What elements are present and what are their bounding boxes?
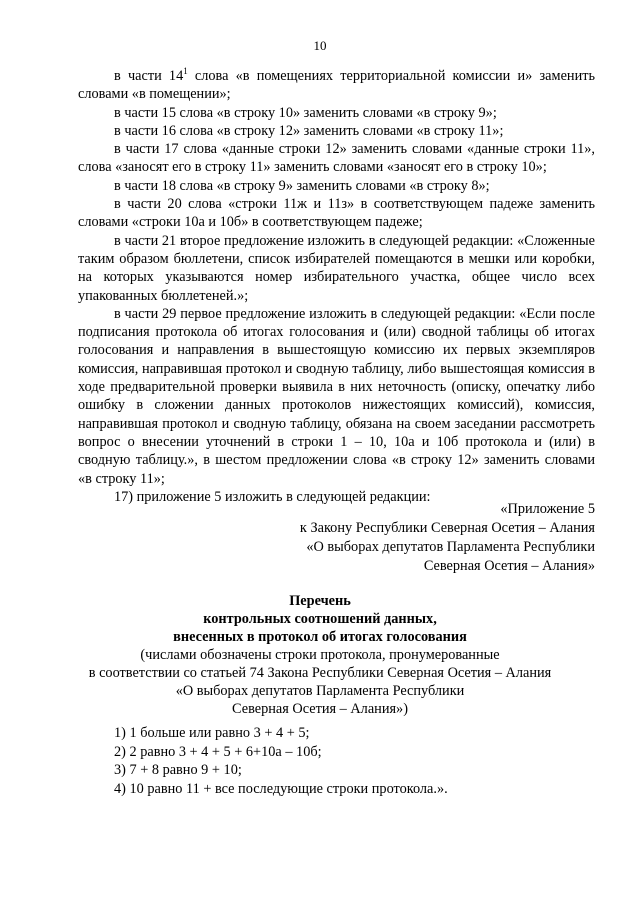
list-title-bold-line: Перечень	[289, 593, 351, 609]
list-title-bold-line: контрольных соотношений данных,	[203, 611, 437, 627]
appendix-header	[300, 500, 595, 576]
appendix-header-line: «Приложение 5	[500, 501, 595, 517]
appendix-header-line: Северная Осетия – Алания»	[423, 558, 595, 574]
appendix-header-line: к Закону Республики Северная Осетия – Алания	[299, 520, 595, 536]
list-item: 2) 2 равно 3 + 4 + 5 + 6+10а – 10б;	[114, 743, 322, 760]
paragraph-part-17: в части 17 слова «данные строки 12» заменить словами «данные строки 11», слова «заносят его в строку 11» заменить словами «заносят его в строку 10»;	[78, 141, 595, 176]
amendments-text	[78, 67, 595, 506]
list-item: 1) 1 больше или равно 3 + 4 + 5;	[114, 725, 310, 741]
list-title	[0, 592, 640, 718]
list-title-line: Северная Осетия – Алания»)	[232, 701, 408, 717]
paragraph-part-21: в части 21 второе предложение изложить в следующей редакции: «Сложенные таким образом бюллетени, список избирателей помещаются в мешки или коробки, на которых указываются номер избирательного участка, общее число всех упакованных бюллетеней.»;	[78, 232, 595, 304]
list-item: 4) 10 равно 11 + все последующие строки протокола.».	[114, 780, 448, 797]
list-title-line: «О выборах депутатов Парламента Республики	[175, 683, 465, 699]
paragraph-part-15: в части 15 слова «в строку 10» заменить словами «в строку 9»;	[114, 104, 497, 121]
list-title-line: (числами обозначены строки протокола, пронумерованные	[140, 647, 500, 663]
list-title-line: в соответствии со статьей 74 Закона Республики Северная Осетия – Алания	[88, 665, 552, 681]
paragraph-part-16: в части 16 слова «в строку 12» заменить словами «в строку 11»;	[114, 122, 504, 139]
appendix-header-line: «О выборах депутатов Парламента Республики	[306, 539, 595, 555]
paragraph-item-17: 17) приложение 5 изложить в следующей редакции:	[114, 488, 431, 505]
paragraph-part-14-1	[78, 67, 595, 104]
paragraph-part-18: в части 18 слова «в строку 9» заменить словами «в строку 8»;	[114, 177, 490, 194]
control-ratios-list	[114, 724, 448, 798]
paragraph-part-29: в части 29 первое предложение изложить в следующей редакции: «Если после подписания протокола об итогах голосования и (или) сводной таблицы об итогах голосования и направления в вышестоящую комиссию их первых экземпляров комиссия, направившая протокол и сводную таблицу, либо вышестоящая комиссия в ходе предварительной проверки выявила в них неточность (описку, опечатку либо ошибку в сложении данных протоколов нижестоящих комиссий), комиссия, направившая протокол и сводную таблицу, обязана на своем заседании рассмотреть вопрос о внесении уточнений в строки 1 – 10, 10а и 10б протокола и (или) в сводную таблицу.», в шестом предложении слова «в строку 12» заменить словами «в строку 11»;	[78, 305, 595, 487]
page-number: 10	[313, 38, 327, 53]
paragraph-part-14-1-end: слова «в помещениях территориальной комиссии и» заменить словами «в помещении»;	[78, 68, 595, 103]
list-item: 3) 7 + 8 равно 9 + 10;	[114, 762, 242, 779]
paragraph-part-20: в части 20 слова «строки 11ж и 11з» в соответствующем падеже заменить словами «строки 10а и 10б» в соответствующем падеже;	[78, 196, 595, 231]
paragraph-part-14-1-start: в части 14	[114, 68, 184, 84]
list-title-bold-line: внесенных в протокол об итогах голосования	[173, 629, 467, 645]
superscript-1: 1	[183, 66, 188, 77]
